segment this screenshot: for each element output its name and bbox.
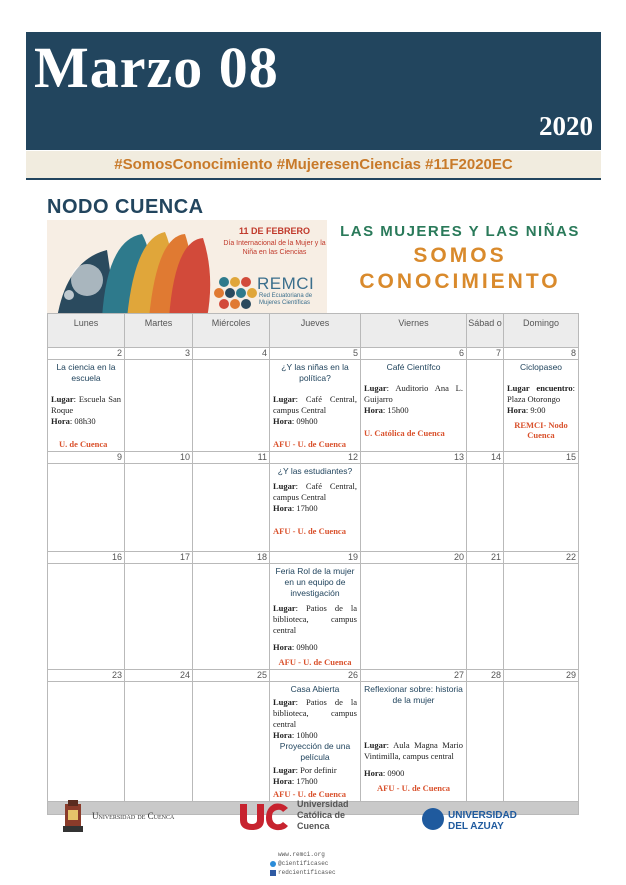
day-cell	[504, 360, 579, 452]
day-header: Jueves	[270, 314, 361, 348]
twitter-icon	[270, 861, 276, 867]
day-cell	[193, 682, 270, 802]
date-number: 19	[270, 552, 361, 564]
slogan-line-3: CONOCIMIENTO	[359, 270, 561, 293]
event-organizer: AFU - U. de Cuenca	[273, 439, 346, 449]
event-place: Lugar encuentro: Plaza Otorongo	[507, 383, 575, 404]
event-place: Lugar: Aula Magna Mario Vintimilla, campus central	[364, 740, 463, 761]
remci-subtitle: Red Ecuatoriana de Mujeres Científicas	[259, 293, 313, 306]
day-cell	[125, 360, 193, 452]
calendar-table	[47, 313, 579, 815]
event-organizer: AFU - U. de Cuenca	[273, 789, 346, 799]
facebook-icon	[270, 870, 276, 876]
slogan-line-1: LAS MUJERES Y LAS NIÑAS	[340, 223, 580, 240]
date-number: 12	[270, 452, 361, 464]
day-cell	[48, 360, 125, 452]
date-number: 26	[270, 670, 361, 682]
day-cell	[361, 464, 467, 552]
remci-name: REMCI	[257, 274, 315, 293]
facebook-link[interactable]: redcientificasec	[270, 868, 360, 877]
ucacue-logo-icon	[236, 798, 292, 834]
banner-date: 11 DE FEBRERO	[238, 226, 311, 236]
date-number: 8	[504, 348, 579, 360]
date-number: 11	[193, 452, 270, 464]
day-cell	[48, 464, 125, 552]
date-number: 16	[48, 552, 125, 564]
date-number: 22	[504, 552, 579, 564]
day-cell	[504, 682, 579, 802]
node-title: NODO CUENCA	[47, 196, 204, 218]
date-number: 9	[48, 452, 125, 464]
date-number: 29	[504, 670, 579, 682]
day-cell	[361, 360, 467, 452]
month-title: Marzo 08	[34, 35, 279, 100]
event-title: Ciclopaseo	[519, 362, 563, 372]
date-number: 24	[125, 670, 193, 682]
event-organizer: AFU - U. de Cuenca	[377, 783, 450, 793]
event-organizer: U. de Cuenca	[59, 439, 108, 449]
slogan-line-2: SOMOS	[413, 244, 507, 267]
day-cell	[193, 464, 270, 552]
date-number: 4	[193, 348, 270, 360]
twitter-link[interactable]: @cientificasec	[270, 859, 360, 868]
date-number: 28	[467, 670, 504, 682]
event-organizer: REMCI- Nodo Cuenca	[514, 420, 568, 440]
ucacue-name: Universidad Católica de Cuenca	[297, 799, 349, 831]
date-number: 7	[467, 348, 504, 360]
day-cell	[48, 564, 125, 670]
day-cell	[504, 564, 579, 670]
event-time: Hora: 10h00	[273, 730, 318, 740]
date-number: 25	[193, 670, 270, 682]
website-link[interactable]: www.remci.org	[278, 851, 325, 858]
page-footer	[0, 790, 626, 885]
remci-logo-icon	[210, 272, 260, 314]
day-header-row	[48, 314, 579, 348]
day-cell	[270, 682, 361, 802]
day-cell	[48, 682, 125, 802]
event-place: Lugar: Escuela San Roque	[51, 394, 121, 415]
event-title: Proyección de una película	[279, 741, 351, 762]
day-header: Domingo	[504, 314, 579, 348]
university-cuenca-name: Universidad de Cuenca	[92, 811, 175, 821]
week-row	[48, 564, 579, 670]
day-cell	[193, 564, 270, 670]
uda-name	[448, 810, 517, 832]
event-time: Hora: 17h00	[273, 503, 318, 513]
week-row	[48, 464, 579, 552]
day-cell	[467, 464, 504, 552]
event-place: Lugar: Auditorio Ana L. Guijarro	[364, 383, 463, 404]
week-row	[48, 682, 579, 802]
date-number: 3	[125, 348, 193, 360]
event-title: ¿Y las niñas en la política?	[281, 362, 349, 383]
day-cell	[193, 360, 270, 452]
event-time: Hora: 08h30	[51, 416, 96, 426]
date-number: 20	[361, 552, 467, 564]
event-title: Reflexionar sobre: historia de la mujer	[364, 684, 463, 705]
event-banner	[47, 220, 593, 318]
date-number: 17	[125, 552, 193, 564]
event-title: Casa Abierta	[290, 684, 340, 694]
women-profiles-illustration	[47, 220, 217, 318]
event-time: Hora: 09h00	[273, 416, 318, 426]
social-links	[270, 850, 360, 877]
event-title: Café Científco	[386, 362, 441, 372]
day-cell	[504, 464, 579, 552]
event-title: ¿Y las estudiantes?	[277, 466, 353, 476]
day-header: Lunes	[48, 314, 125, 348]
uda-name-line-1: UNIVERSIDAD	[448, 810, 517, 821]
date-number: 21	[467, 552, 504, 564]
banner-description: Día Internacional de la Mujer y la Niña en las Ciencias	[223, 240, 326, 256]
page-header	[26, 32, 601, 150]
banner-right	[327, 220, 593, 318]
event-organizer: U. Católica de Cuenca	[364, 428, 445, 438]
date-number: 14	[467, 452, 504, 464]
date-number: 23	[48, 670, 125, 682]
day-cell	[467, 682, 504, 802]
event-place: Lugar: Café Central, campus Central	[273, 394, 357, 415]
event-organizer: AFU - U. de Cuenca	[273, 526, 346, 536]
banner-left	[47, 220, 327, 318]
day-cell	[125, 564, 193, 670]
date-number: 15	[504, 452, 579, 464]
date-number: 6	[361, 348, 467, 360]
day-cell	[361, 682, 467, 802]
day-cell	[125, 682, 193, 802]
date-number: 5	[270, 348, 361, 360]
day-cell	[467, 564, 504, 670]
university-crest-icon	[62, 798, 84, 834]
event-time: Hora: 15h00	[364, 405, 409, 415]
event-time: Hora: 17h00	[273, 776, 318, 786]
date-number-row	[48, 348, 579, 360]
event-title: La ciencia en la escuela	[56, 362, 116, 383]
date-number: 18	[193, 552, 270, 564]
hashtag-bar: #SomosConocimiento #MujeresenCiencias #11F2020EC	[26, 151, 601, 180]
day-cell	[467, 360, 504, 452]
date-number-row	[48, 552, 579, 564]
day-cell	[361, 564, 467, 670]
uda-name-line-2: DEL AZUAY	[448, 821, 504, 832]
event-time: Hora: 9:00	[507, 405, 546, 415]
event-time: Hora: 0900	[364, 768, 405, 778]
day-cell	[125, 464, 193, 552]
uda-logo-icon	[422, 808, 444, 830]
date-number: 2	[48, 348, 125, 360]
event-time: Hora: 09h00	[273, 642, 318, 652]
event-title: Feria Rol de la mujer en un equipo de investigación	[275, 566, 355, 598]
date-number: 13	[361, 452, 467, 464]
date-number-row	[48, 452, 579, 464]
week-row	[48, 360, 579, 452]
year-label: 2020	[539, 111, 593, 141]
day-header: Martes	[125, 314, 193, 348]
day-header: Viernes	[361, 314, 467, 348]
day-cell	[270, 360, 361, 452]
day-header: Sábad o	[467, 314, 504, 348]
event-place: Lugar: Patios de la biblioteca, campus central	[273, 603, 357, 635]
event-organizer: AFU - U. de Cuenca	[278, 657, 352, 667]
date-number: 10	[125, 452, 193, 464]
event-place: Lugar: Patios de la biblioteca, campus central	[273, 697, 357, 729]
event-place: Lugar: Café Central, campus Central	[273, 481, 357, 502]
day-cell	[270, 464, 361, 552]
date-number: 27	[361, 670, 467, 682]
day-header: Miércoles	[193, 314, 270, 348]
event-place: Lugar: Por definir	[273, 765, 337, 775]
day-cell	[270, 564, 361, 670]
date-number-row	[48, 670, 579, 682]
